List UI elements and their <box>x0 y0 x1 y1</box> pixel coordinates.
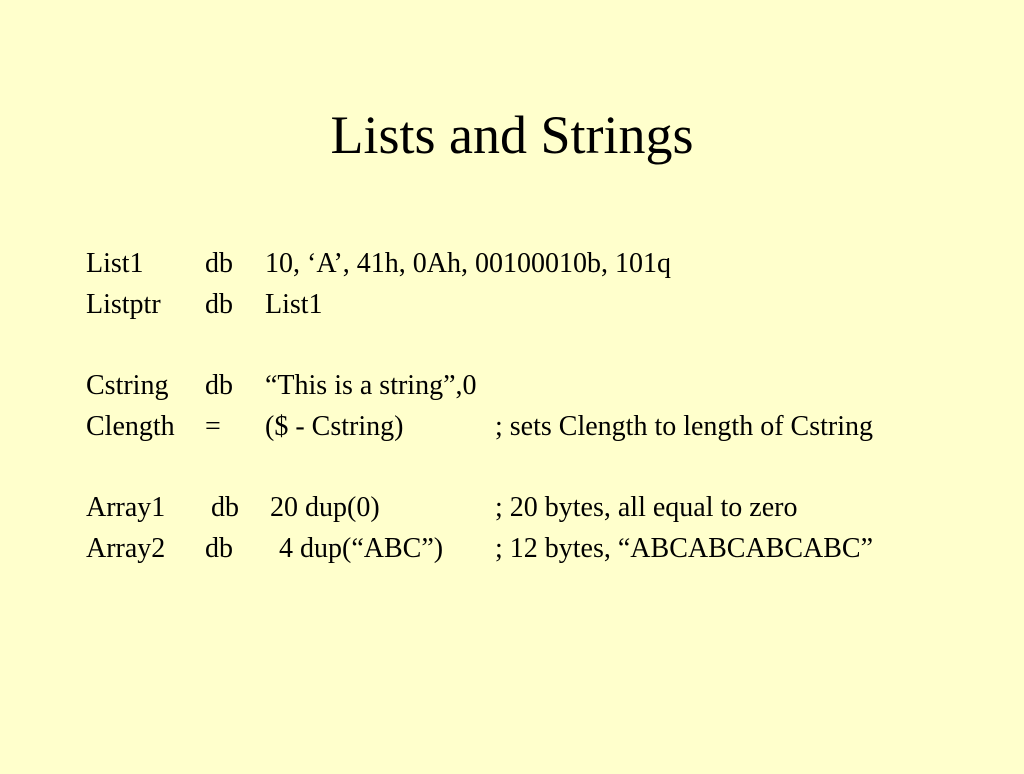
code-directive: db <box>205 533 233 564</box>
code-line-array2 <box>86 528 986 569</box>
code-label: Listptr <box>86 289 161 320</box>
code-line-cstring <box>86 365 986 406</box>
code-operand: 20 dup(0) <box>270 492 380 523</box>
code-label: Array2 <box>86 533 166 564</box>
code-label: Array1 <box>86 492 166 523</box>
code-comment: ; 12 bytes, “ABCABCABCABC” <box>495 533 874 564</box>
code-line-listptr <box>86 284 986 325</box>
code-directive: db <box>205 289 233 320</box>
code-directive: db <box>211 492 239 523</box>
code-listing <box>86 243 986 569</box>
code-label: Cstring <box>86 370 169 401</box>
code-comment: ; 20 bytes, all equal to zero <box>495 492 798 523</box>
code-operand: List1 <box>265 289 323 320</box>
code-label: Clength <box>86 411 175 442</box>
code-operand: 10, ‘A’, 41h, 0Ah, 00100010b, 101q <box>265 248 671 279</box>
code-label: List1 <box>86 248 144 279</box>
code-operand: ($ - Cstring) <box>265 411 404 442</box>
code-directive: = <box>205 411 221 442</box>
code-operand: 4 dup(“ABC”) <box>265 533 444 564</box>
blank-line <box>86 447 986 487</box>
code-operand: “This is a string”,0 <box>265 370 477 401</box>
slide-title: Lists and Strings <box>330 105 694 165</box>
blank-line <box>86 325 986 365</box>
code-line-clength <box>86 406 986 447</box>
code-comment: ; sets Clength to length of Cstring <box>495 411 873 442</box>
code-directive: db <box>205 248 233 279</box>
code-line-array1 <box>86 487 986 528</box>
code-line-list1 <box>86 243 986 284</box>
code-directive: db <box>205 370 233 401</box>
